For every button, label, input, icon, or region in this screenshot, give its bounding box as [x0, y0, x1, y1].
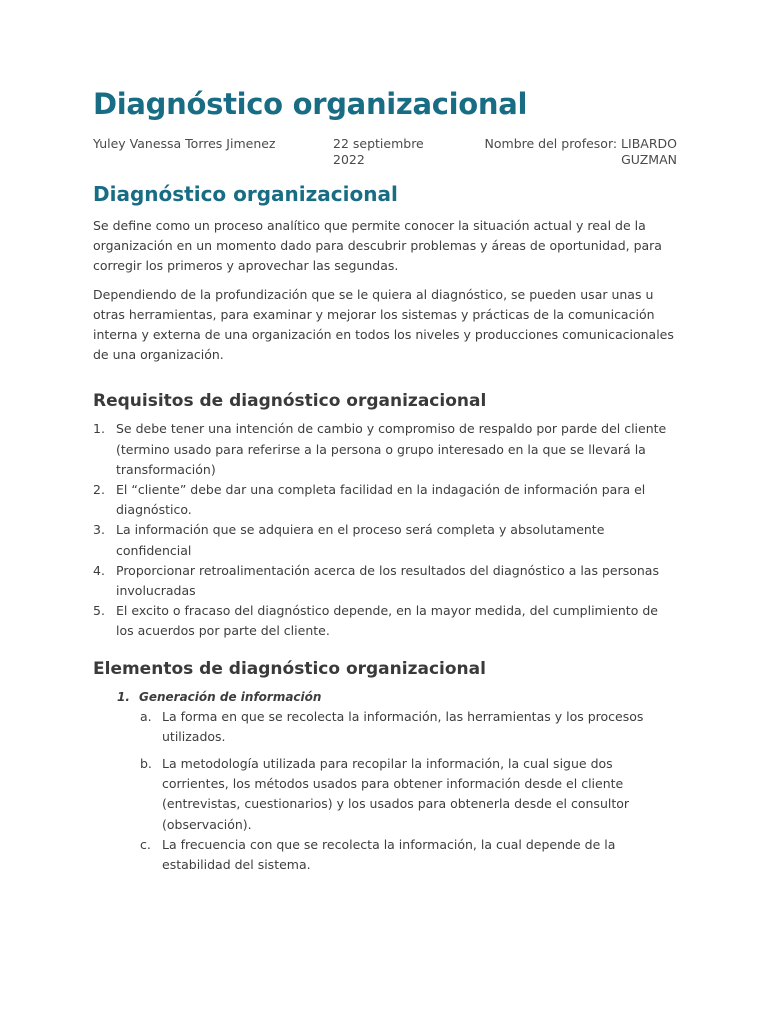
document-date: 22 septiembre 2022 [333, 136, 424, 167]
section-heading-elementos: Elementos de diagnóstico organizacional [93, 658, 486, 679]
section-heading-requisitos: Requisitos de diagnóstico organizacional [93, 391, 487, 412]
list-item [93, 419, 677, 480]
list-marker: c. [140, 836, 151, 852]
list-marker: 4. [93, 562, 105, 578]
paragraph: Se define como un proceso analítico que permite conocer la situación actual y real de la organización en un momento dado para descubrir problemas y áreas de oportunidad, para corregir los primeros y aprovechar las segundas. [93, 218, 662, 274]
list-item [93, 520, 677, 560]
section-heading-definition: Diagnóstico organizacional [93, 182, 398, 206]
list-item-text: El “cliente” debe dar una completa facilidad en la indagación de información para el diagnóstico. [116, 482, 646, 518]
list-item [93, 835, 677, 875]
list-item-text: La forma en que se recolecta la información, las herramientas y los procesos utilizados. [162, 708, 644, 744]
list-marker: 5. [93, 603, 105, 619]
list-item-text: La información que se adquiera en el proceso será completa y absolutamente confidencial [116, 522, 605, 558]
list-marker: 3. [93, 522, 105, 538]
list-item [93, 754, 677, 835]
list-marker: 1. [93, 421, 105, 437]
subsection-marker: 1. [117, 689, 130, 704]
list-marker: 2. [93, 482, 105, 498]
paragraph: Dependiendo de la profundización que se le quiera al diagnóstico, se pueden usar unas u otras herramientas, para examinar y mejorar los sistemas y prácticas de la comunicación interna y externa de una organización en todos los niveles y producciones comunicacionales de una organización. [93, 286, 674, 363]
list-marker: b. [140, 756, 152, 772]
document-page [93, 84, 677, 875]
requisitos-list [93, 419, 677, 641]
list-item-text: La metodología utilizada para recopilar la información, la cual sigue dos corrientes, los métodos usados para obtener información desde el cliente (entrevistas, cuestionarios) y los usados para obtenerla desde el consultor (observación). [162, 756, 630, 832]
list-item [93, 707, 677, 747]
list-item-text: Se debe tener una intención de cambio y compromiso de respaldo por parde del cliente (termino usado para referirse a la persona o grupo interesado en la que se llevará la transformación) [116, 421, 667, 477]
list-marker: a. [140, 708, 152, 724]
list-item [93, 480, 677, 520]
subsection-label: Generación de información [139, 689, 322, 704]
professor-name: Nombre del profesor: LIBARDO GUZMAN [484, 136, 677, 167]
list-item-text: El excito o fracaso del diagnóstico depende, en la mayor medida, del cumplimiento de los acuerdos por parte del cliente. [116, 603, 658, 639]
elementos-sublist [93, 707, 677, 876]
list-item [93, 561, 677, 601]
list-item-text: Proporcionar retroalimentación acerca de los resultados del diagnóstico a las personas involucradas [116, 562, 659, 599]
document-meta [93, 136, 677, 170]
author-name: Yuley Vanessa Torres Jimenez [93, 136, 276, 151]
subsection-heading [93, 687, 677, 707]
document-title: Diagnóstico organizacional [93, 87, 528, 121]
list-item [93, 601, 677, 641]
list-item-text: La frecuencia con que se recolecta la información, la cual depende de la estabilidad del sistema. [162, 836, 616, 873]
